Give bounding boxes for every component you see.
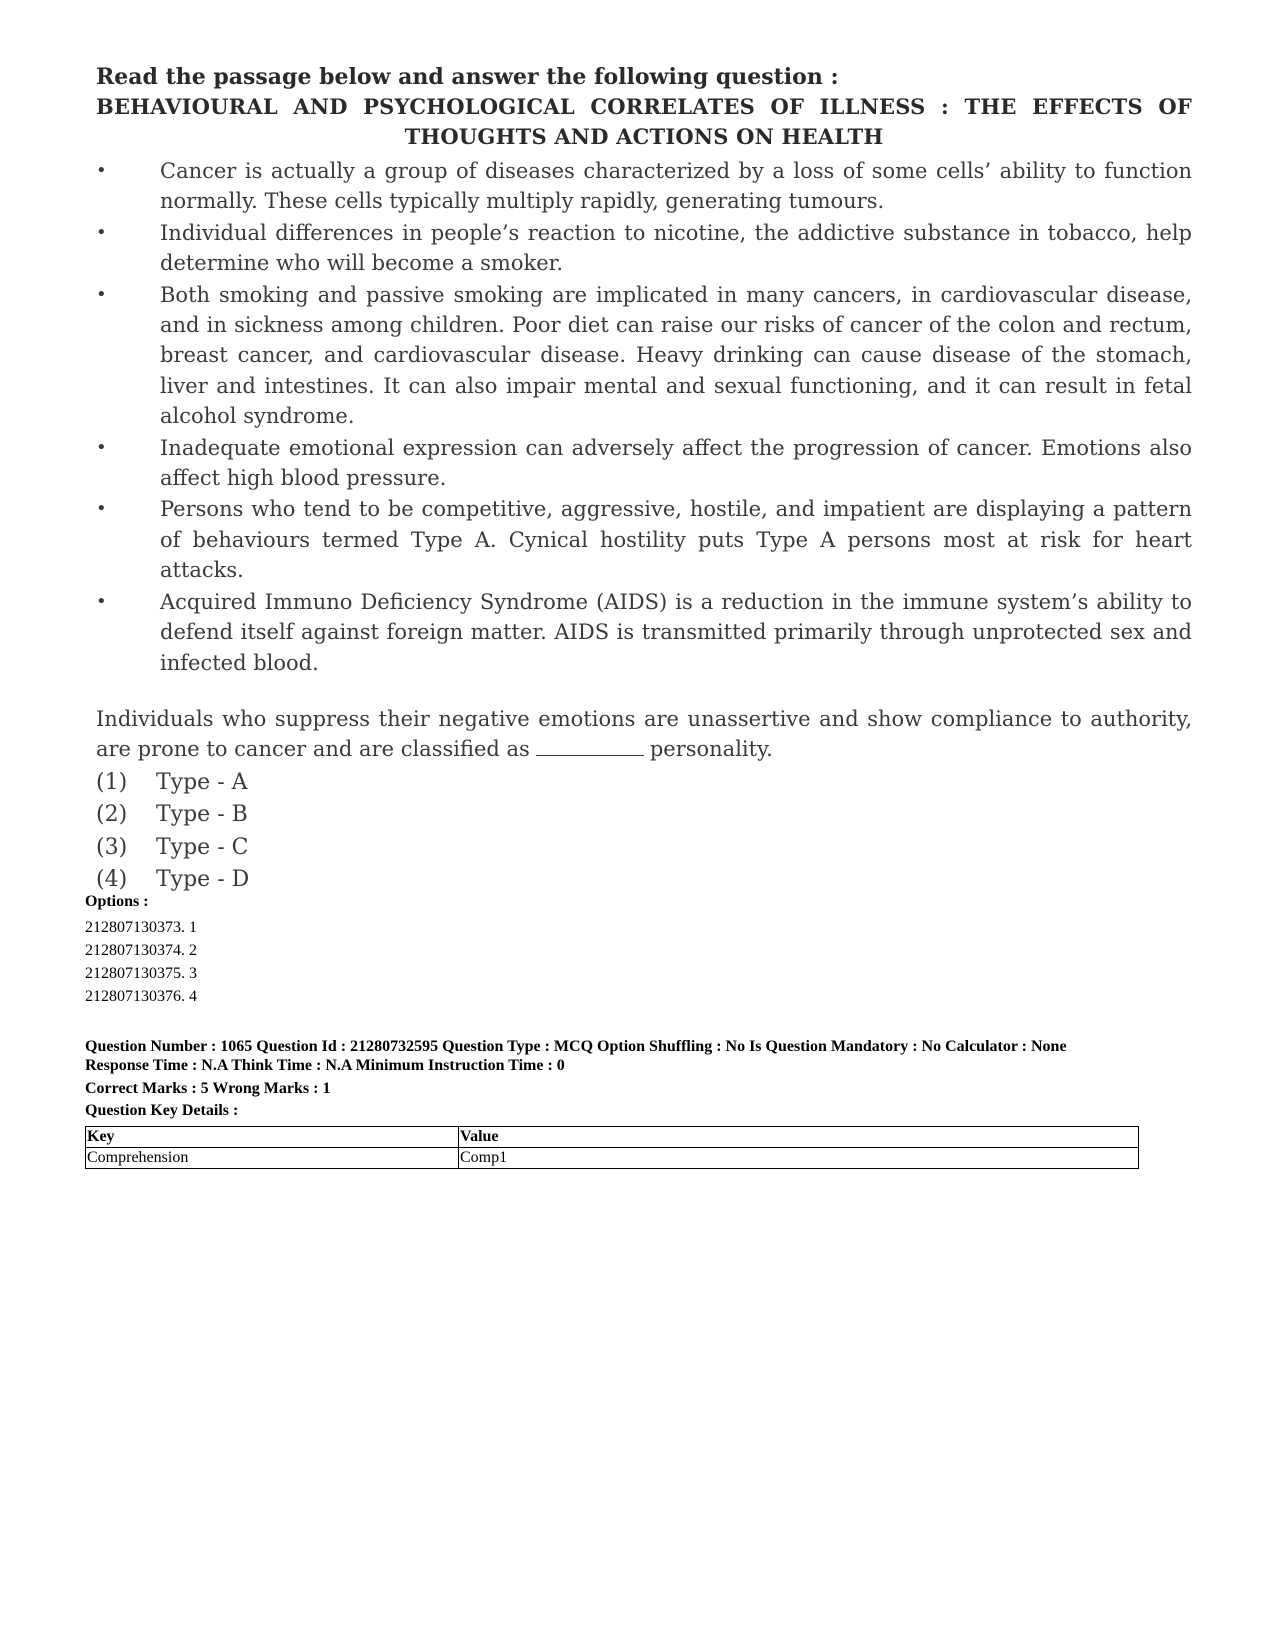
bullet-icon: • (96, 498, 107, 520)
key-details-table (85, 1126, 1139, 1169)
passage-bullet-text: Individual differences in people’s reaction to nicotine, the addictive substance in tobacco, help determine who will become a smoker. (160, 220, 1192, 276)
answer-choice-number: (3) (96, 834, 128, 860)
answer-choice-text: Type - D (156, 867, 250, 893)
passage-bullet (96, 218, 1192, 279)
passage-bullet (96, 587, 1192, 678)
answer-choice-number: (4) (96, 867, 128, 893)
question-info-line2: Response Time : N.A Think Time : N.A Minimum Instruction Time : 0 (85, 1057, 565, 1074)
option-item: 212807130373. 1 (85, 919, 197, 936)
answer-choice (96, 832, 1192, 865)
question-info-line1: Question Number : 1065 Question Id : 21280732595 Question Type : MCQ Option Shuffling : No Is Question Mandatory : No Calculator : None (85, 1038, 1067, 1055)
passage-bullet (96, 433, 1192, 494)
bullet-icon: • (96, 436, 107, 458)
passage-bullet-text: Acquired Immuno Deficiency Syndrome (AIDS) is a reduction in the immune system’s ability to defend itself against foreign matter. AIDS is transmitted primarily through unprotected sex and infected blood. (160, 589, 1192, 675)
question-text (96, 704, 1192, 765)
passage-scan (96, 62, 1192, 897)
answer-choice (96, 767, 1192, 800)
answer-choice-list (96, 767, 1192, 897)
options-list (85, 916, 1185, 1008)
marks-info: Correct Marks : 5 Wrong Marks : 1 (85, 1080, 331, 1097)
answer-choice-text: Type - C (156, 834, 249, 860)
passage-bullet (96, 494, 1192, 585)
passage-heading (96, 92, 1192, 152)
passage-bullet (96, 280, 1192, 432)
passage-bullet (96, 156, 1192, 217)
question-text-before-blank: Individuals who suppress their negative emotions are unassertive and show compliance to authority, are prone to cancer and are classified as (96, 706, 1192, 762)
table-row (86, 1148, 1139, 1169)
option-item: 212807130375. 3 (85, 965, 197, 982)
options-title: Options : (85, 893, 149, 910)
answer-choice-text: Type - B (156, 802, 248, 828)
bullet-icon: • (96, 283, 107, 305)
question-info (85, 1037, 1185, 1075)
option-item: 212807130376. 4 (85, 988, 197, 1005)
table-header-row (86, 1127, 1139, 1148)
table-header-key: Key (86, 1127, 459, 1148)
passage-heading-line2: THOUGHTS AND ACTIONS ON HEALTH (404, 124, 884, 149)
table-header-value: Value (459, 1127, 1139, 1148)
passage-bullet-list (96, 156, 1192, 678)
answer-choice (96, 864, 1192, 897)
table-cell-key: Comprehension (86, 1148, 459, 1169)
answer-blank (536, 735, 644, 756)
option-item: 212807130374. 2 (85, 942, 197, 959)
bullet-icon: • (96, 160, 107, 181)
answer-choice-number: (1) (96, 769, 128, 795)
passage-bullet-text: Inadequate emotional expression can adversely affect the progression of cancer. Emotions also affect high blood pressure. (160, 435, 1192, 491)
bullet-icon: • (96, 221, 107, 243)
passage-bullet-text: Cancer is actually a group of diseases characterized by a loss of some cells’ ability to function normally. These cells typically multiply rapidly, generating tumours. (160, 159, 1192, 214)
key-details-title: Question Key Details : (85, 1102, 239, 1119)
answer-choice-number: (2) (96, 802, 128, 828)
passage-bullet-text: Both smoking and passive smoking are implicated in many cancers, in cardiovascular disease, and in sickness among children. Poor diet can raise our risks of cancer of the colon and rectum, breast cancer, and cardiovascular disease. Heavy drinking can cause disease of the stomach, liver and intestines. It can also impair mental and sexual functioning, and it can result in fetal alcohol syndrome. (160, 282, 1192, 429)
question-text-after-blank: personality. (649, 737, 773, 762)
answer-choice-text: Type - A (156, 769, 248, 795)
passage-intro: Read the passage below and answer the following question : (96, 64, 839, 90)
table-cell-value: Comp1 (459, 1148, 1139, 1169)
passage-heading-line1: BEHAVIOURAL AND PSYCHOLOGICAL CORRELATES OF ILLNESS : THE EFFECTS OF (96, 94, 1192, 119)
passage-bullet-text: Persons who tend to be competitive, aggressive, hostile, and impatient are displaying a pattern of behaviours termed Type A. Cynical hostility puts Type A persons most at risk for heart attacks. (160, 497, 1192, 583)
answer-choice (96, 799, 1192, 832)
bullet-icon: • (96, 590, 107, 612)
